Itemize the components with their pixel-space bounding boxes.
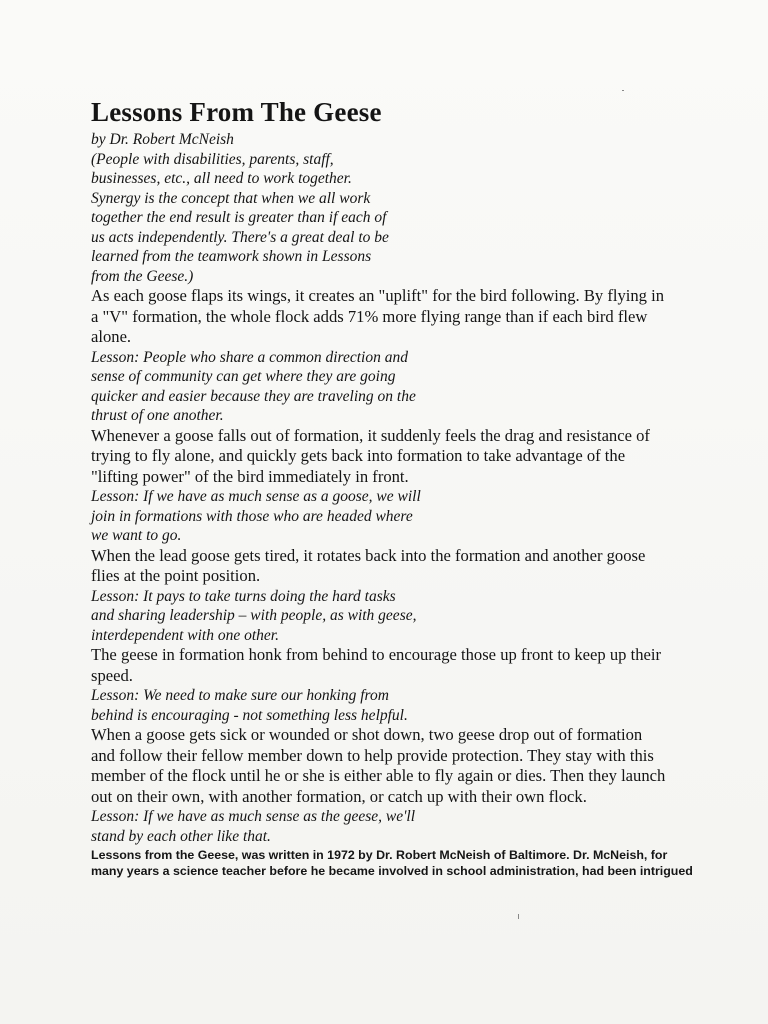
text-line: join in formations with those who are headed where (91, 507, 413, 525)
text-line: (People with disabilities, parents, staff, (91, 150, 334, 168)
body-paragraph (91, 546, 691, 587)
lesson-paragraph (91, 807, 691, 846)
body-paragraph (91, 725, 691, 807)
text-line: together the end result is greater than if each of (91, 209, 387, 226)
text-line: quicker and easier because they are traveling on the (91, 387, 416, 405)
text-line: Lesson: It pays to take turns doing the hard tasks (91, 587, 396, 605)
lesson-paragraph (91, 686, 691, 725)
text-line: learned from the teamwork shown in Lessons (91, 248, 372, 265)
text-line: speed. (91, 665, 133, 685)
text-line: interdependent with one other. (91, 626, 279, 644)
text-line: As each goose flaps its wings, it creates an "uplift" for the bird following. By flying in (91, 286, 665, 305)
text-line: trying to fly alone, and quickly gets back into formation to take advantage of the (91, 446, 626, 465)
footnote-paragraph (91, 848, 691, 878)
text-line: Lesson: If we have as much sense as the geese, we'll (91, 808, 416, 825)
text-line: Synergy is the concept that when we all work (91, 189, 371, 207)
lesson-paragraph (91, 348, 691, 426)
text-line: out on their own, with another formation, or catch up with their own flock. (91, 786, 587, 806)
text-line: Lessons from the Geese, was written in 1972 by Dr. Robert McNeish of Baltimore. Dr. McNeish, for (91, 848, 668, 862)
text-line: behind is encouraging - not something less helpful. (91, 706, 408, 724)
document-title: Lessons From The Geese (91, 97, 382, 127)
text-line: stand by each other like that. (91, 827, 271, 845)
text-line: a "V" formation, the whole flock adds 71% more flying range than if each bird flew (91, 306, 648, 326)
lesson-paragraph (91, 587, 691, 646)
lesson-paragraph (91, 487, 691, 546)
text-line: alone. (91, 327, 132, 346)
text-line: we want to go. (91, 527, 182, 544)
text-line: Lesson: If we have as much sense as a goose, we will (91, 488, 421, 505)
scan-speck (518, 914, 519, 919)
text-line: sense of community can get where they are going (91, 368, 396, 385)
text-line: Lesson: We need to make sure our honking from (91, 687, 389, 704)
text-line: us acts independently. There's a great deal to be (91, 228, 389, 246)
text-line: and sharing leadership – with people, as with geese, (91, 607, 417, 624)
text-line: member of the flock until he or she is either able to fly again or dies. Then they launch (91, 766, 666, 785)
text-line: thrust of one another. (91, 407, 224, 424)
body-paragraph (91, 645, 691, 686)
text-line: When the lead goose gets tired, it rotates back into the formation and another goose (91, 545, 646, 565)
text-line: When a goose gets sick or wounded or shot down, two geese drop out of formation (91, 725, 643, 744)
lesson-paragraph (91, 130, 691, 286)
text-line: flies at the point position. (91, 566, 261, 585)
text-line: The geese in formation honk from behind to encourage those up front to keep up their (91, 645, 662, 664)
body-paragraph (91, 286, 691, 348)
text-line: Whenever a goose falls out of formation, it suddenly feels the drag and resistance of (91, 425, 650, 445)
text-line: many years a science teacher before he became involved in school administration, had been intrigued (91, 864, 693, 879)
text-line: businesses, etc., all need to work together. (91, 170, 352, 187)
text-line: by Dr. Robert McNeish (91, 131, 234, 148)
text-line: Lesson: People who share a common direction and (91, 348, 408, 366)
text-line: from the Geese.) (91, 267, 194, 285)
text-line: "lifting power" of the bird immediately in front. (91, 466, 409, 486)
scan-speck (622, 90, 624, 91)
text-line: and follow their fellow member down to help provide protection. They stay with this (91, 745, 654, 765)
document-body (91, 96, 691, 880)
body-paragraph (91, 426, 691, 488)
